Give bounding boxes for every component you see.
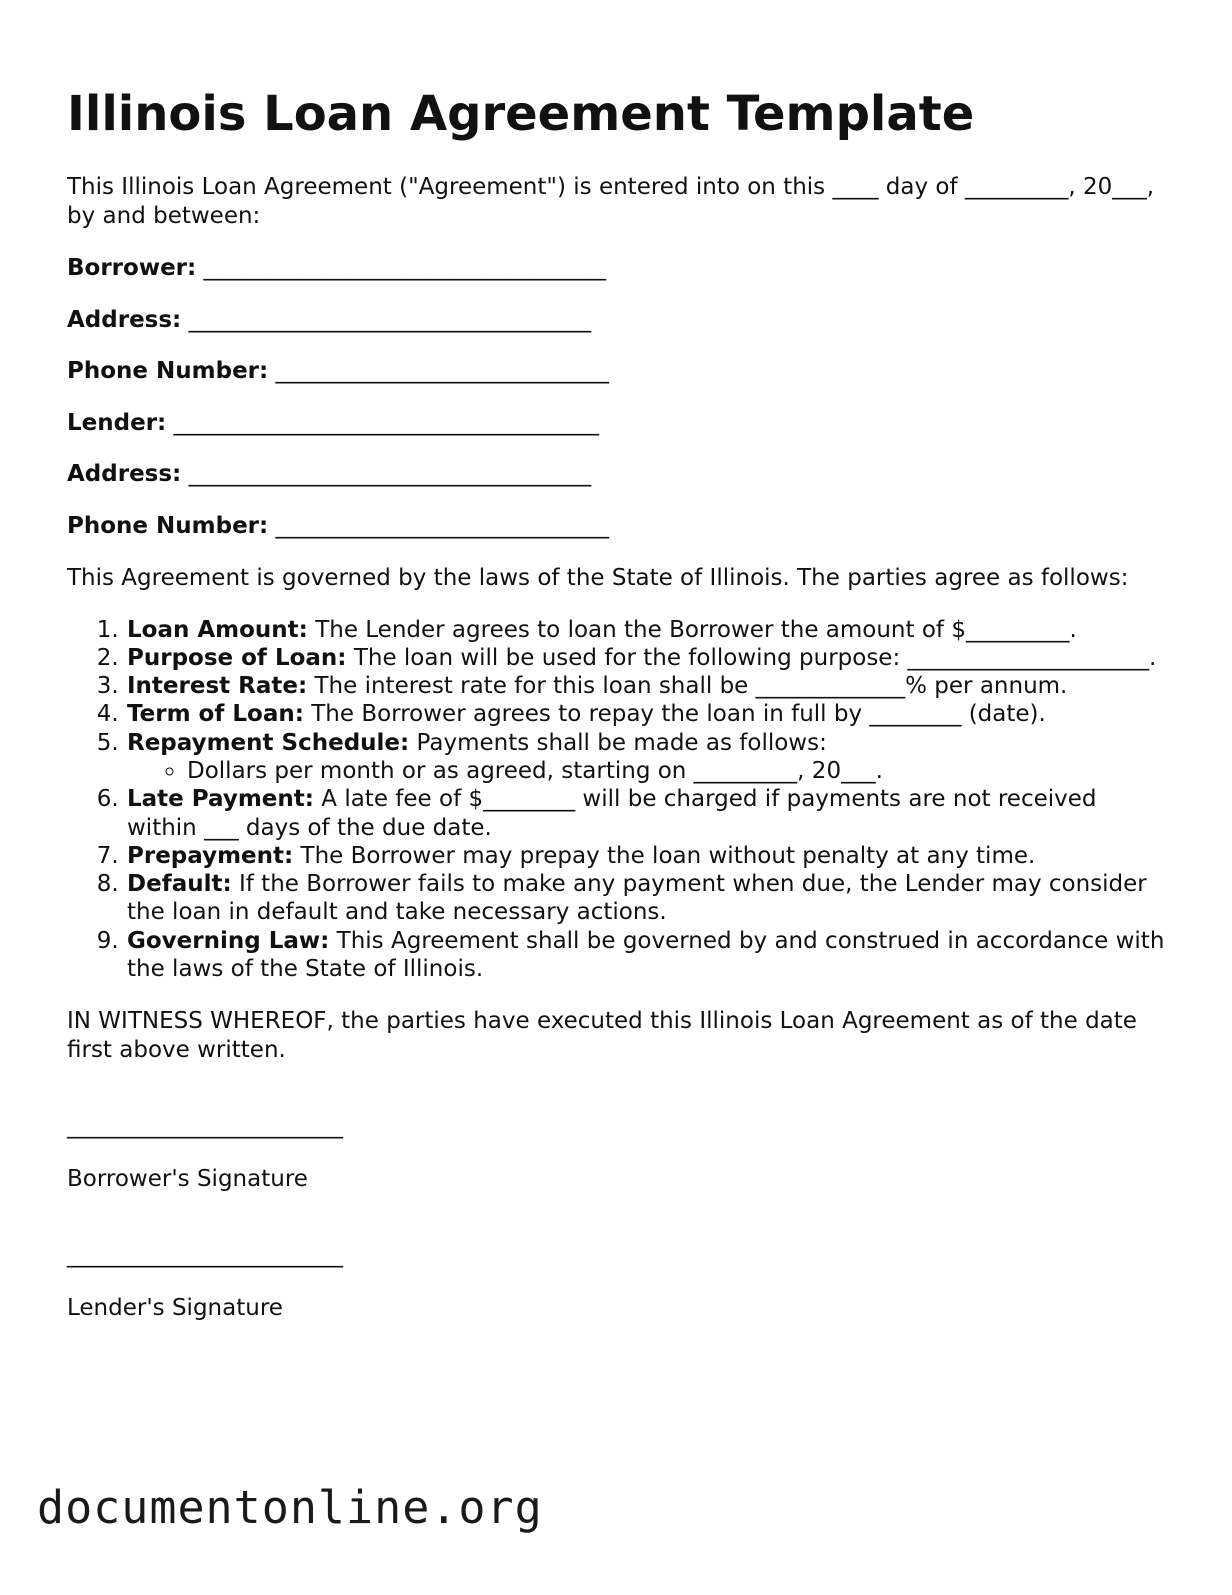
field-blank: _____________________________________	[173, 409, 600, 436]
term-heading: Late Payment:	[127, 786, 314, 813]
term-heading: Interest Rate:	[127, 673, 308, 700]
site-watermark: documentonline.org	[37, 1481, 543, 1534]
lender-address-field	[67, 460, 1167, 489]
field-label: Address:	[67, 461, 182, 487]
term-heading: Governing Law:	[127, 927, 330, 954]
term-item	[126, 616, 1167, 644]
lender-field	[67, 409, 1167, 438]
lender-signature-label: Lender's Signature	[67, 1294, 283, 1321]
lender-phone-field	[67, 512, 1167, 541]
term-text: If the Borrower fails to make any payment when due, the Lender may consider the loan in default and take necessary actions.	[127, 871, 1147, 926]
term-text: The loan will be used for the following purpose: _____________________.	[353, 644, 1157, 671]
term-heading: Loan Amount:	[127, 616, 308, 643]
borrower-signature-label: Borrower's Signature	[67, 1165, 308, 1192]
term-item	[126, 700, 1167, 728]
document-title: Illinois Loan Agreement Template	[67, 86, 975, 142]
borrower-phone-field	[67, 357, 1167, 386]
field-blank: ___________________________________	[203, 255, 607, 281]
field-blank: ___________________________________	[188, 306, 592, 333]
document-page	[67, 82, 1167, 1322]
term-text: The Lender agrees to loan the Borrower the amount of $_________.	[315, 616, 1077, 643]
term-item	[126, 927, 1167, 984]
term-item	[126, 870, 1167, 927]
field-label: Phone Number:	[67, 358, 269, 384]
field-label: Phone Number:	[67, 512, 269, 539]
term-text: The interest rate for this loan shall be _____________% per annum.	[314, 673, 1068, 700]
field-label: Lender:	[67, 409, 167, 436]
repayment-sublist	[127, 757, 1167, 785]
borrower-field	[67, 254, 1167, 283]
term-text: The Borrower agrees to repay the loan in full by ________ (date).	[311, 701, 1046, 728]
field-blank: _____________________________	[275, 512, 610, 539]
field-label: Borrower:	[67, 255, 197, 281]
term-item	[126, 842, 1167, 870]
field-label: Address:	[67, 306, 182, 333]
term-text: Payments shall be made as follows:	[416, 729, 827, 756]
term-heading: Repayment Schedule:	[127, 729, 410, 756]
term-heading: Purpose of Loan:	[127, 644, 347, 671]
lender-signature-line: ________________________	[67, 1242, 343, 1269]
term-heading: Default:	[127, 871, 232, 898]
field-blank: ___________________________________	[188, 461, 592, 487]
governed-paragraph: This Agreement is governed by the laws of the State of Illinois. The parties agree as follows:	[67, 565, 1129, 591]
term-item	[126, 644, 1167, 672]
field-blank: _____________________________	[275, 358, 610, 384]
term-item	[126, 729, 1167, 786]
term-text: This Agreement shall be governed by and construed in accordance with the laws of the State of Illinois.	[127, 927, 1165, 983]
borrower-signature-line: ________________________	[67, 1113, 343, 1140]
sub-item: ◦ Dollars per month or as agreed, starting on _________, 20___.	[186, 757, 1167, 785]
term-heading: Term of Loan:	[127, 701, 304, 728]
borrower-address-field	[67, 306, 1167, 335]
terms-list	[67, 616, 1167, 984]
intro-paragraph: This Illinois Loan Agreement ("Agreement") is entered into on this ____ day of _________, 20___, by and between:	[67, 174, 1155, 229]
witness-paragraph: IN WITNESS WHEREOF, the parties have executed this Illinois Loan Agreement as of the date first above written.	[67, 1008, 1137, 1063]
term-heading: Prepayment:	[127, 842, 294, 869]
term-item	[126, 785, 1167, 842]
term-text: The Borrower may prepay the loan without penalty at any time.	[300, 842, 1036, 869]
party-fields	[67, 254, 1167, 540]
term-item	[126, 672, 1167, 700]
term-text: A late fee of $________ will be charged if payments are not received within ___ days of the due date.	[127, 786, 1097, 841]
